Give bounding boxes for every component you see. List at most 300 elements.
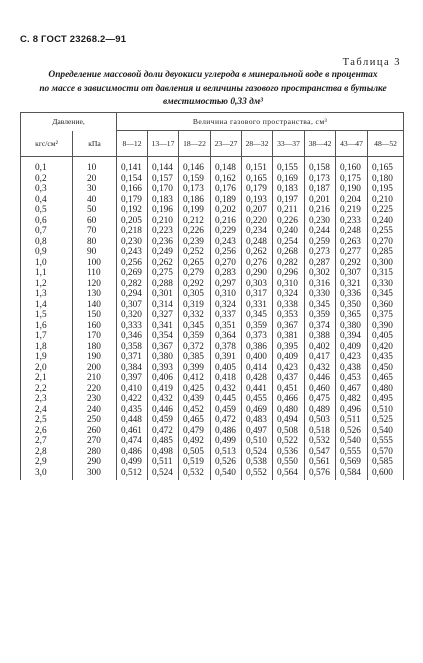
co2-value-cell: 0,262: [242, 247, 273, 258]
co2-value-cell: 0,282: [273, 258, 305, 269]
co2-value-cell: 0,365: [336, 310, 368, 321]
co2-value-cell: 0,165: [368, 157, 404, 174]
pressure-kgf-cell: 1,5: [21, 310, 73, 321]
co2-value-cell: 0,380: [336, 321, 368, 332]
pressure-kgf-cell: 1,8: [21, 342, 73, 353]
gas-space-column-header: 18—22: [179, 131, 211, 157]
co2-value-cell: 0,220: [242, 216, 273, 227]
co2-value-cell: 0,193: [242, 195, 273, 206]
co2-value-cell: 0,503: [305, 415, 336, 426]
co2-value-cell: 0,148: [211, 157, 242, 174]
co2-value-cell: 0,499: [117, 457, 148, 468]
co2-value-cell: 0,406: [148, 373, 179, 384]
co2-value-cell: 0,162: [211, 174, 242, 185]
co2-value-cell: 0,420: [368, 342, 404, 353]
co2-value-cell: 0,229: [211, 226, 242, 237]
co2-value-cell: 0,345: [305, 300, 336, 311]
co2-value-cell: 0,441: [242, 384, 273, 395]
co2-value-cell: 0,513: [211, 447, 242, 458]
co2-value-cell: 0,307: [336, 268, 368, 279]
co2-value-cell: 0,270: [211, 258, 242, 269]
co2-value-cell: 0,511: [148, 457, 179, 468]
co2-value-cell: 0,480: [273, 405, 305, 416]
pressure-kpa-cell: 100: [73, 258, 117, 269]
pressure-kpa-cell: 250: [73, 415, 117, 426]
table-row: [21, 195, 404, 206]
co2-value-cell: 0,192: [117, 205, 148, 216]
co2-value-cell: 0,248: [336, 226, 368, 237]
co2-value-cell: 0,526: [211, 457, 242, 468]
co2-value-cell: 0,173: [305, 174, 336, 185]
co2-value-cell: 0,425: [179, 384, 211, 395]
co2-value-cell: 0,410: [117, 384, 148, 395]
co2-value-cell: 0,446: [305, 373, 336, 384]
co2-value-cell: 0,499: [211, 436, 242, 447]
co2-value-cell: 0,333: [117, 321, 148, 332]
pressure-kgf-cell: 0,1: [21, 157, 73, 174]
co2-value-cell: 0,483: [242, 415, 273, 426]
co2-value-cell: 0,525: [368, 415, 404, 426]
co2-value-cell: 0,524: [242, 447, 273, 458]
table-row: [21, 384, 404, 395]
co2-value-cell: 0,197: [273, 195, 305, 206]
co2-value-cell: 0,268: [273, 247, 305, 258]
co2-value-cell: 0,341: [148, 321, 179, 332]
pressure-kgf-cell: 2,7: [21, 436, 73, 447]
co2-value-cell: 0,482: [336, 394, 368, 405]
co2-value-cell: 0,239: [179, 237, 211, 248]
gas-space-column-header: 38—42: [305, 131, 336, 157]
co2-value-cell: 0,303: [242, 279, 273, 290]
co2-value-cell: 0,452: [179, 405, 211, 416]
pressure-kgf-cell: 0,2: [21, 174, 73, 185]
co2-value-cell: 0,345: [179, 321, 211, 332]
co2-value-cell: 0,305: [179, 289, 211, 300]
co2-value-cell: 0,201: [305, 195, 336, 206]
table-row: [21, 310, 404, 321]
co2-value-cell: 0,176: [211, 184, 242, 195]
co2-value-cell: 0,327: [148, 310, 179, 321]
pressure-kpa-cell: 120: [73, 279, 117, 290]
co2-value-cell: 0,584: [336, 468, 368, 481]
co2-value-cell: 0,290: [242, 268, 273, 279]
co2-value-cell: 0,336: [336, 289, 368, 300]
pressure-kgf-cell: 2,4: [21, 405, 73, 416]
co2-value-cell: 0,265: [179, 258, 211, 269]
kgf-header: кгс/см²: [21, 131, 73, 157]
table-row: [21, 468, 404, 481]
co2-value-cell: 0,319: [179, 300, 211, 311]
co2-value-cell: 0,287: [305, 258, 336, 269]
pressure-kgf-cell: 3,0: [21, 468, 73, 481]
pressure-kgf-cell: 2,3: [21, 394, 73, 405]
co2-value-cell: 0,540: [211, 468, 242, 481]
pressure-kpa-cell: 40: [73, 195, 117, 206]
pressure-kgf-cell: 1,4: [21, 300, 73, 311]
co2-value-cell: 0,225: [368, 205, 404, 216]
co2-value-cell: 0,353: [273, 310, 305, 321]
pressure-kgf-cell: 2,2: [21, 384, 73, 395]
co2-value-cell: 0,374: [305, 321, 336, 332]
co2-value-cell: 0,550: [273, 457, 305, 468]
co2-value-cell: 0,350: [336, 300, 368, 311]
co2-value-cell: 0,210: [368, 195, 404, 206]
co2-value-cell: 0,386: [242, 342, 273, 353]
co2-value-cell: 0,345: [242, 310, 273, 321]
co2-value-cell: 0,199: [179, 205, 211, 216]
co2-value-cell: 0,371: [117, 352, 148, 363]
co2-value-cell: 0,432: [148, 394, 179, 405]
co2-value-cell: 0,330: [368, 279, 404, 290]
co2-value-cell: 0,510: [368, 405, 404, 416]
co2-value-cell: 0,359: [242, 321, 273, 332]
co2-value-cell: 0,186: [179, 195, 211, 206]
co2-value-cell: 0,236: [148, 237, 179, 248]
co2-value-cell: 0,412: [179, 373, 211, 384]
gas-space-column-header: 33—37: [273, 131, 305, 157]
pressure-kpa-cell: 20: [73, 174, 117, 185]
co2-value-cell: 0,332: [179, 310, 211, 321]
table-row: [21, 436, 404, 447]
co2-value-cell: 0,417: [305, 352, 336, 363]
gas-space-column-header: 48—52: [368, 131, 404, 157]
co2-value-cell: 0,381: [273, 331, 305, 342]
co2-value-cell: 0,522: [273, 436, 305, 447]
co2-value-cell: 0,212: [179, 216, 211, 227]
co2-value-cell: 0,472: [211, 415, 242, 426]
co2-value-cell: 0,337: [211, 310, 242, 321]
table-body: [21, 157, 404, 481]
co2-value-cell: 0,144: [148, 157, 179, 174]
pressure-kpa-cell: 290: [73, 457, 117, 468]
pressure-header: Давление,: [21, 113, 117, 131]
table-row: [21, 331, 404, 342]
co2-value-cell: 0,465: [179, 415, 211, 426]
co2-value-cell: 0,492: [179, 436, 211, 447]
co2-value-cell: 0,397: [117, 373, 148, 384]
co2-value-cell: 0,576: [305, 468, 336, 481]
co2-value-cell: 0,297: [211, 279, 242, 290]
co2-value-cell: 0,445: [211, 394, 242, 405]
pressure-kgf-cell: 0,4: [21, 195, 73, 206]
co2-value-cell: 0,223: [148, 226, 179, 237]
co2-value-cell: 0,432: [211, 384, 242, 395]
gas-space-column-header: 8—12: [117, 131, 148, 157]
pressure-kpa-cell: 200: [73, 363, 117, 374]
co2-value-cell: 0,367: [273, 321, 305, 332]
co2-value-cell: 0,256: [117, 258, 148, 269]
co2-value-cell: 0,540: [336, 436, 368, 447]
co2-value-cell: 0,494: [273, 415, 305, 426]
pressure-kgf-cell: 0,3: [21, 184, 73, 195]
co2-value-cell: 0,307: [117, 300, 148, 311]
co2-value-cell: 0,207: [242, 205, 273, 216]
co2-value-cell: 0,496: [336, 405, 368, 416]
co2-value-cell: 0,485: [148, 436, 179, 447]
co2-value-cell: 0,216: [211, 216, 242, 227]
pressure-kgf-cell: 2,1: [21, 373, 73, 384]
co2-value-cell: 0,480: [368, 384, 404, 395]
pressure-kpa-cell: 280: [73, 447, 117, 458]
pressure-kgf-cell: 0,6: [21, 216, 73, 227]
co2-value-cell: 0,495: [368, 394, 404, 405]
pressure-kpa-cell: 170: [73, 331, 117, 342]
co2-value-cell: 0,375: [368, 310, 404, 321]
co2-value-cell: 0,448: [117, 415, 148, 426]
co2-value-cell: 0,564: [273, 468, 305, 481]
kpa-header: кПа: [73, 131, 117, 157]
co2-value-cell: 0,276: [242, 258, 273, 269]
co2-value-cell: 0,252: [179, 247, 211, 258]
table-row: [21, 205, 404, 216]
co2-value-cell: 0,154: [117, 174, 148, 185]
co2-value-cell: 0,393: [148, 363, 179, 374]
co2-value-cell: 0,189: [211, 195, 242, 206]
co2-value-cell: 0,270: [368, 237, 404, 248]
co2-value-cell: 0,585: [368, 457, 404, 468]
co2-value-cell: 0,524: [148, 468, 179, 481]
co2-value-cell: 0,330: [305, 289, 336, 300]
co2-value-cell: 0,202: [211, 205, 242, 216]
co2-value-cell: 0,400: [242, 352, 273, 363]
co2-value-cell: 0,390: [368, 321, 404, 332]
pressure-kpa-cell: 10: [73, 157, 117, 174]
co2-value-cell: 0,316: [305, 279, 336, 290]
co2-value-cell: 0,570: [368, 447, 404, 458]
co2-value-cell: 0,512: [117, 468, 148, 481]
co2-value-cell: 0,243: [211, 237, 242, 248]
table-row: [21, 363, 404, 374]
co2-value-cell: 0,474: [117, 436, 148, 447]
co2-value-cell: 0,196: [148, 205, 179, 216]
pressure-kgf-cell: 1,3: [21, 289, 73, 300]
pressure-kpa-cell: 300: [73, 468, 117, 481]
co2-value-cell: 0,175: [336, 174, 368, 185]
co2-value-cell: 0,273: [305, 247, 336, 258]
co2-value-cell: 0,158: [305, 157, 336, 174]
co2-value-cell: 0,489: [305, 405, 336, 416]
co2-value-cell: 0,146: [179, 157, 211, 174]
co2-value-cell: 0,219: [336, 205, 368, 216]
pressure-kgf-cell: 1,9: [21, 352, 73, 363]
co2-value-cell: 0,283: [211, 268, 242, 279]
co2-value-cell: 0,345: [368, 289, 404, 300]
table-row: [21, 426, 404, 437]
pressure-kgf-cell: 0,8: [21, 237, 73, 248]
co2-value-cell: 0,244: [305, 226, 336, 237]
co2-value-cell: 0,418: [211, 373, 242, 384]
co2-value-cell: 0,151: [242, 157, 273, 174]
co2-value-cell: 0,294: [117, 289, 148, 300]
co2-value-cell: 0,526: [336, 426, 368, 437]
pressure-kgf-cell: 1,7: [21, 331, 73, 342]
co2-value-cell: 0,532: [179, 468, 211, 481]
pressure-kgf-cell: 2,5: [21, 415, 73, 426]
table-row: [21, 279, 404, 290]
table-row: [21, 342, 404, 353]
co2-value-cell: 0,378: [211, 342, 242, 353]
co2-value-cell: 0,388: [305, 331, 336, 342]
co2-value-cell: 0,498: [148, 447, 179, 458]
table-label: Таблица 3: [342, 57, 401, 68]
table-row: [21, 300, 404, 311]
pressure-kgf-cell: 2,6: [21, 426, 73, 437]
pressure-kpa-cell: 230: [73, 394, 117, 405]
co2-value-cell: 0,157: [148, 174, 179, 185]
co2-value-cell: 0,315: [368, 268, 404, 279]
table-row: [21, 447, 404, 458]
table-row: [21, 268, 404, 279]
co2-value-cell: 0,428: [242, 373, 273, 384]
co2-value-cell: 0,320: [117, 310, 148, 321]
co2-value-cell: 0,510: [242, 436, 273, 447]
co2-value-cell: 0,183: [148, 195, 179, 206]
co2-value-cell: 0,210: [148, 216, 179, 227]
table-row: [21, 415, 404, 426]
co2-value-cell: 0,310: [211, 289, 242, 300]
co2-value-cell: 0,256: [211, 247, 242, 258]
co2-value-cell: 0,391: [211, 352, 242, 363]
co2-value-cell: 0,292: [336, 258, 368, 269]
co2-value-cell: 0,459: [148, 415, 179, 426]
pressure-kpa-cell: 240: [73, 405, 117, 416]
co2-value-cell: 0,439: [179, 394, 211, 405]
co2-value-cell: 0,460: [305, 384, 336, 395]
table-row: [21, 157, 404, 174]
co2-value-cell: 0,216: [305, 205, 336, 216]
co2-value-cell: 0,380: [148, 352, 179, 363]
co2-value-cell: 0,461: [117, 426, 148, 437]
co2-value-cell: 0,373: [242, 331, 273, 342]
co2-value-cell: 0,240: [368, 216, 404, 227]
pressure-kpa-cell: 220: [73, 384, 117, 395]
co2-value-cell: 0,204: [336, 195, 368, 206]
co2-value-cell: 0,423: [336, 352, 368, 363]
table-row: [21, 321, 404, 332]
co2-value-cell: 0,555: [336, 447, 368, 458]
caption-line: вместимостью 0,33 дм³: [163, 97, 263, 107]
co2-value-cell: 0,351: [211, 321, 242, 332]
co2-value-cell: 0,385: [179, 352, 211, 363]
co2-value-cell: 0,179: [117, 195, 148, 206]
co2-value-cell: 0,518: [305, 426, 336, 437]
co2-value-cell: 0,282: [117, 279, 148, 290]
co2-value-cell: 0,402: [305, 342, 336, 353]
co2-value-cell: 0,475: [305, 394, 336, 405]
table-row: [21, 457, 404, 468]
co2-value-cell: 0,226: [179, 226, 211, 237]
co2-value-cell: 0,288: [148, 279, 179, 290]
co2-value-cell: 0,173: [179, 184, 211, 195]
co2-value-cell: 0,226: [273, 216, 305, 227]
co2-value-cell: 0,187: [305, 184, 336, 195]
co2-value-cell: 0,569: [336, 457, 368, 468]
co2-value-cell: 0,285: [368, 247, 404, 258]
co2-value-cell: 0,269: [117, 268, 148, 279]
co2-value-cell: 0,169: [273, 174, 305, 185]
table-row: [21, 184, 404, 195]
table-row: [21, 226, 404, 237]
co2-value-cell: 0,262: [148, 258, 179, 269]
co2-value-cell: 0,277: [336, 247, 368, 258]
caption-line: по массе в зависимости от давления и величины газового пространства в бутылке: [39, 83, 387, 94]
co2-value-cell: 0,243: [117, 247, 148, 258]
co2-value-cell: 0,511: [336, 415, 368, 426]
co2-value-cell: 0,205: [117, 216, 148, 227]
co2-value-cell: 0,479: [179, 426, 211, 437]
pressure-kgf-cell: 1,0: [21, 258, 73, 269]
co2-value-cell: 0,159: [179, 174, 211, 185]
co2-value-cell: 0,432: [305, 363, 336, 374]
co2-value-cell: 0,360: [368, 300, 404, 311]
pressure-kpa-cell: 210: [73, 373, 117, 384]
co2-value-cell: 0,472: [148, 426, 179, 437]
table-row: [21, 247, 404, 258]
table-row: [21, 352, 404, 363]
co2-value-cell: 0,435: [368, 352, 404, 363]
co2-value-cell: 0,435: [117, 405, 148, 416]
co2-value-cell: 0,467: [336, 384, 368, 395]
pressure-kgf-cell: 2,0: [21, 363, 73, 374]
co2-value-cell: 0,367: [148, 342, 179, 353]
co2-value-cell: 0,497: [242, 426, 273, 437]
pressure-kgf-cell: 0,7: [21, 226, 73, 237]
pressure-kpa-cell: 260: [73, 426, 117, 437]
co2-value-cell: 0,141: [117, 157, 148, 174]
co2-value-cell: 0,292: [179, 279, 211, 290]
co2-value-cell: 0,437: [273, 373, 305, 384]
co2-value-cell: 0,508: [273, 426, 305, 437]
co2-value-cell: 0,519: [179, 457, 211, 468]
gas-space-column-header: 28—32: [242, 131, 273, 157]
pressure-kgf-cell: 1,6: [21, 321, 73, 332]
co2-value-cell: 0,446: [148, 405, 179, 416]
table-row: [21, 289, 404, 300]
co2-value-cell: 0,409: [273, 352, 305, 363]
co2-value-cell: 0,555: [368, 436, 404, 447]
table-caption: [20, 69, 406, 110]
co2-value-cell: 0,354: [148, 331, 179, 342]
co2-value-cell: 0,230: [305, 216, 336, 227]
co2-value-cell: 0,465: [368, 373, 404, 384]
co2-value-cell: 0,414: [242, 363, 273, 374]
co2-value-cell: 0,155: [273, 157, 305, 174]
pressure-kgf-cell: 1,2: [21, 279, 73, 290]
co2-value-cell: 0,552: [242, 468, 273, 481]
co2-value-cell: 0,372: [179, 342, 211, 353]
co2-value-cell: 0,405: [211, 363, 242, 374]
co2-value-cell: 0,302: [305, 268, 336, 279]
co2-value-cell: 0,324: [211, 300, 242, 311]
caption-line: Определение массовой доли двуокиси углерода в минеральной воде в процентах: [48, 70, 378, 80]
table-row: [21, 394, 404, 405]
co2-value-cell: 0,540: [368, 426, 404, 437]
table-row: [21, 373, 404, 384]
table-row: [21, 258, 404, 269]
gas-space-column-header: 13—17: [148, 131, 179, 157]
co2-value-cell: 0,166: [117, 184, 148, 195]
co2-value-cell: 0,179: [242, 184, 273, 195]
gas-space-column-header: 23—27: [211, 131, 242, 157]
co2-value-cell: 0,314: [148, 300, 179, 311]
co2-value-cell: 0,240: [273, 226, 305, 237]
co2-value-cell: 0,438: [336, 363, 368, 374]
pressure-kpa-cell: 270: [73, 436, 117, 447]
co2-value-cell: 0,211: [273, 205, 305, 216]
co2-value-cell: 0,180: [368, 174, 404, 185]
running-head: С. 8 ГОСТ 23268.2—91: [20, 34, 127, 45]
co2-value-cell: 0,423: [273, 363, 305, 374]
